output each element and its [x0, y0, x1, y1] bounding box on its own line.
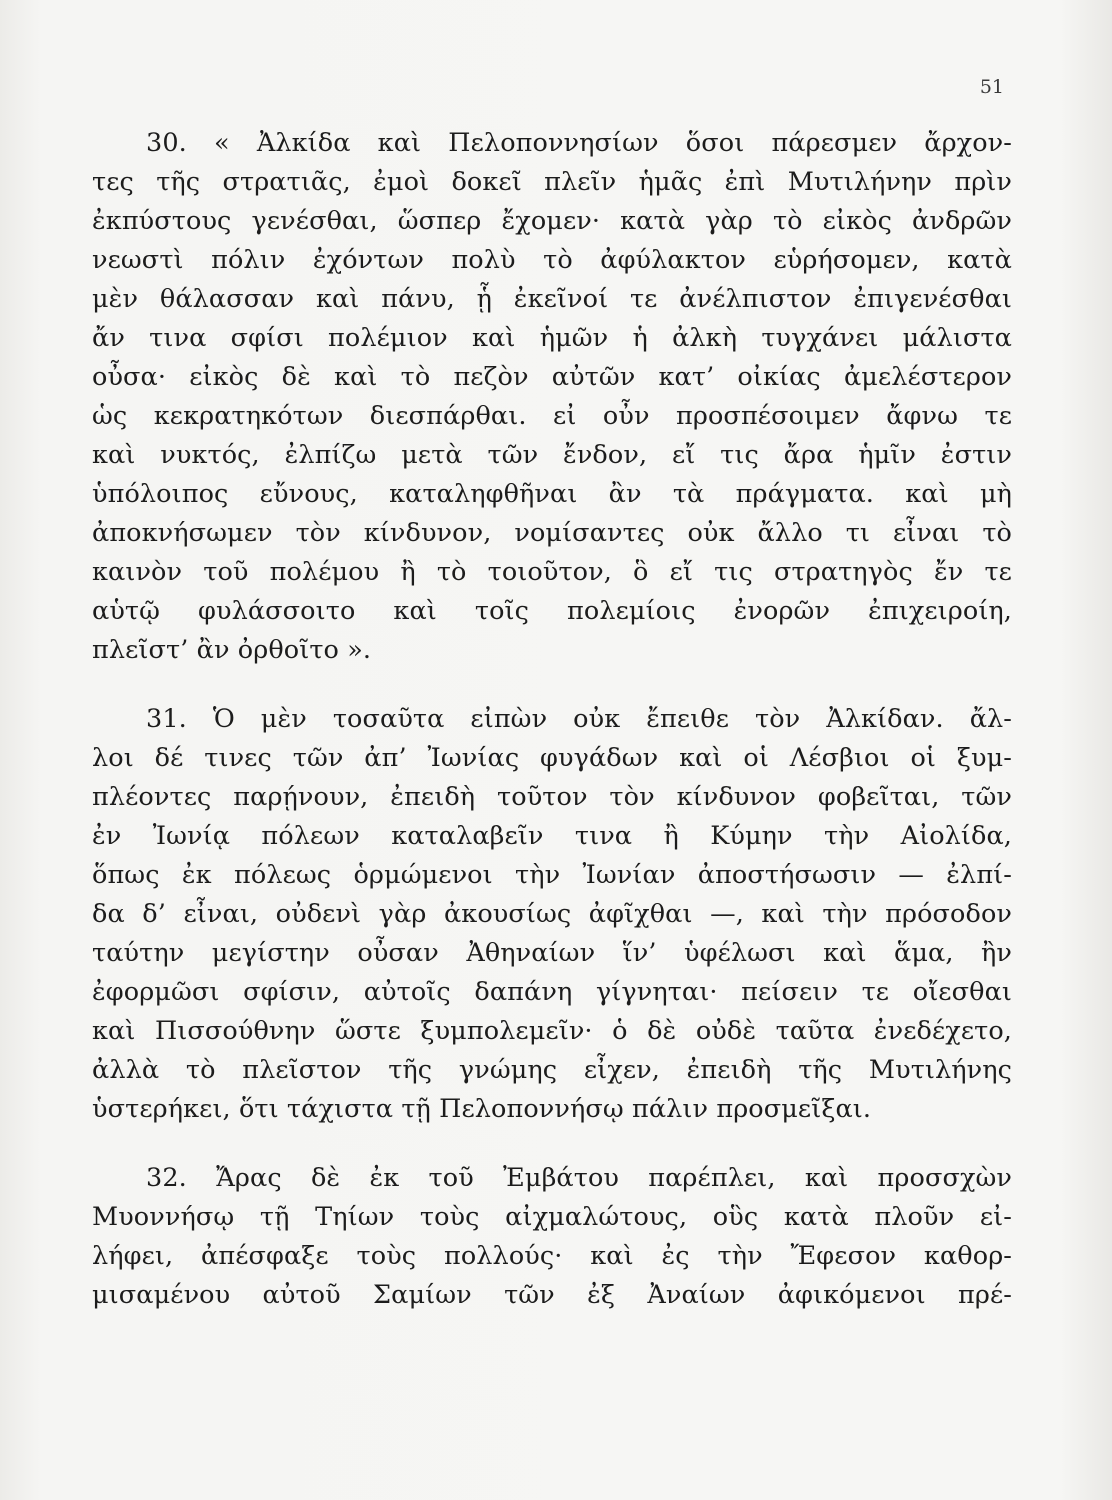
text-line: μισαμένου αὐτοῦ Σαμίων τῶν ἐξ Ἀναίων ἀφικόμενοι πρέ-: [92, 1280, 1012, 1310]
text-line: ὡς κεκρατηκότων διεσπάρθαι. εἰ οὖν προσπέσοιμεν ἄφνω τε: [92, 401, 1012, 431]
text-line: καὶ νυκτός, ἐλπίζω μετὰ τῶν ἔνδον, εἴ τις ἄρα ἡμῖν ἐστιν: [92, 440, 1012, 470]
text-line: λήφει, ἀπέσφαξε τοὺς πολλούς· καὶ ἐς τὴν Ἔφεσον καθορ-: [92, 1241, 1012, 1271]
text-line: 32. Ἄρας δὲ ἐκ τοῦ Ἐμβάτου παρέπλει, καὶ προσσχὼν: [146, 1163, 1012, 1193]
text-line: αὑτῷ φυλάσσοιτο καὶ τοῖς πολεμίοις ἐνορῶν ἐπιχειροίη,: [92, 596, 1012, 626]
text-line: ταύτην μεγίστην οὖσαν Ἀθηναίων ἵν’ ὑφέλωσι καὶ ἅμα, ἢν: [92, 938, 1012, 968]
text-line: ἐν Ἰωνίᾳ πόλεων καταλαβεῖν τινα ἢ Κύμην τὴν Αἰολίδα,: [92, 821, 1012, 851]
paragraph-31: [92, 700, 1012, 1129]
text-line: λοι δέ τινες τῶν ἀπ’ Ἰωνίας φυγάδων καὶ οἱ Λέσβιοι οἱ ξυμ-: [92, 743, 1012, 773]
text-line: οὖσα· εἰκὸς δὲ καὶ τὸ πεζὸν αὐτῶν κατ’ οἰκίας ἀμελέστερον: [92, 362, 1012, 392]
text-line: ὑπόλοιπος εὔνους, καταληφθῆναι ἂν τὰ πράγματα. καὶ μὴ: [92, 479, 1012, 509]
text-line: Μυοννήσῳ τῇ Τηίων τοὺς αἰχμαλώτους, οὓς κατὰ πλοῦν εἰ-: [92, 1202, 1012, 1232]
text-line: ἐφορμῶσι σφίσιν, αὐτοῖς δαπάνη γίγνηται· πείσειν τε οἴεσθαι: [92, 977, 1012, 1007]
text-line: ὑστερήκει, ὅτι τάχιστα τῇ Πελοποννήσῳ πάλιν προσμεῖξαι.: [92, 1094, 872, 1124]
text-line: 31. Ὁ μὲν τοσαῦτα εἰπὼν οὐκ ἔπειθε τὸν Ἀλκίδαν. ἄλ-: [146, 704, 1012, 734]
paragraph-32: [92, 1159, 1012, 1315]
text-line: ἀλλὰ τὸ πλεῖστον τῆς γνώμης εἶχεν, ἐπειδὴ τῆς Μυτιλήνης: [92, 1055, 1012, 1085]
text-line: πλεῖστ’ ἂν ὀρθοῖτο ».: [92, 635, 372, 665]
text-line: ὅπως ἐκ πόλεως ὁρμώμενοι τὴν Ἰωνίαν ἀποστήσωσιν — ἐλπί-: [92, 860, 1012, 890]
text-line: καὶ Πισσούθνην ὥστε ξυμπολεμεῖν· ὁ δὲ οὐδὲ ταῦτα ἐνεδέχετο,: [92, 1016, 1012, 1046]
text-line: 30. « Ἀλκίδα καὶ Πελοποννησίων ὅσοι πάρεσμεν ἄρχον-: [146, 128, 1012, 158]
page-number: 51: [979, 76, 1004, 98]
text-line: ἄν τινα σφίσι πολέμιον καὶ ἡμῶν ἡ ἀλκὴ τυγχάνει μάλιστα: [92, 323, 1012, 353]
text-line: καινὸν τοῦ πολέμου ἢ τὸ τοιοῦτον, ὃ εἴ τις στρατηγὸς ἔν τε: [92, 557, 1012, 587]
paragraph-30: [92, 124, 1012, 670]
text-line: δα δ’ εἶναι, οὐδενὶ γὰρ ἀκουσίως ἀφῖχθαι —, καὶ τὴν πρόσοδον: [92, 899, 1012, 929]
text-line: τες τῆς στρατιᾶς, ἐμοὶ δοκεῖ πλεῖν ἡμᾶς ἐπὶ Μυτιλήνην πρὶν: [92, 167, 1012, 197]
text-line: ἀποκνήσωμεν τὸν κίνδυνον, νομίσαντες οὐκ ἄλλο τι εἶναι τὸ: [92, 518, 1012, 548]
main-text: [92, 124, 1012, 1345]
text-line: ἐκπύστους γενέσθαι, ὥσπερ ἔχομεν· κατὰ γὰρ τὸ εἰκὸς ἀνδρῶν: [92, 206, 1012, 236]
text-line: νεωστὶ πόλιν ἐχόντων πολὺ τὸ ἀφύλακτον εὑρήσομεν, κατὰ: [92, 245, 1012, 275]
text-line: μὲν θάλασσαν καὶ πάνυ, ᾗ ἐκεῖνοί τε ἀνέλπιστον ἐπιγενέσθαι: [92, 284, 1012, 314]
text-line: πλέοντες παρῄνουν, ἐπειδὴ τοῦτον τὸν κίνδυνον φοβεῖται, τῶν: [92, 782, 1012, 812]
